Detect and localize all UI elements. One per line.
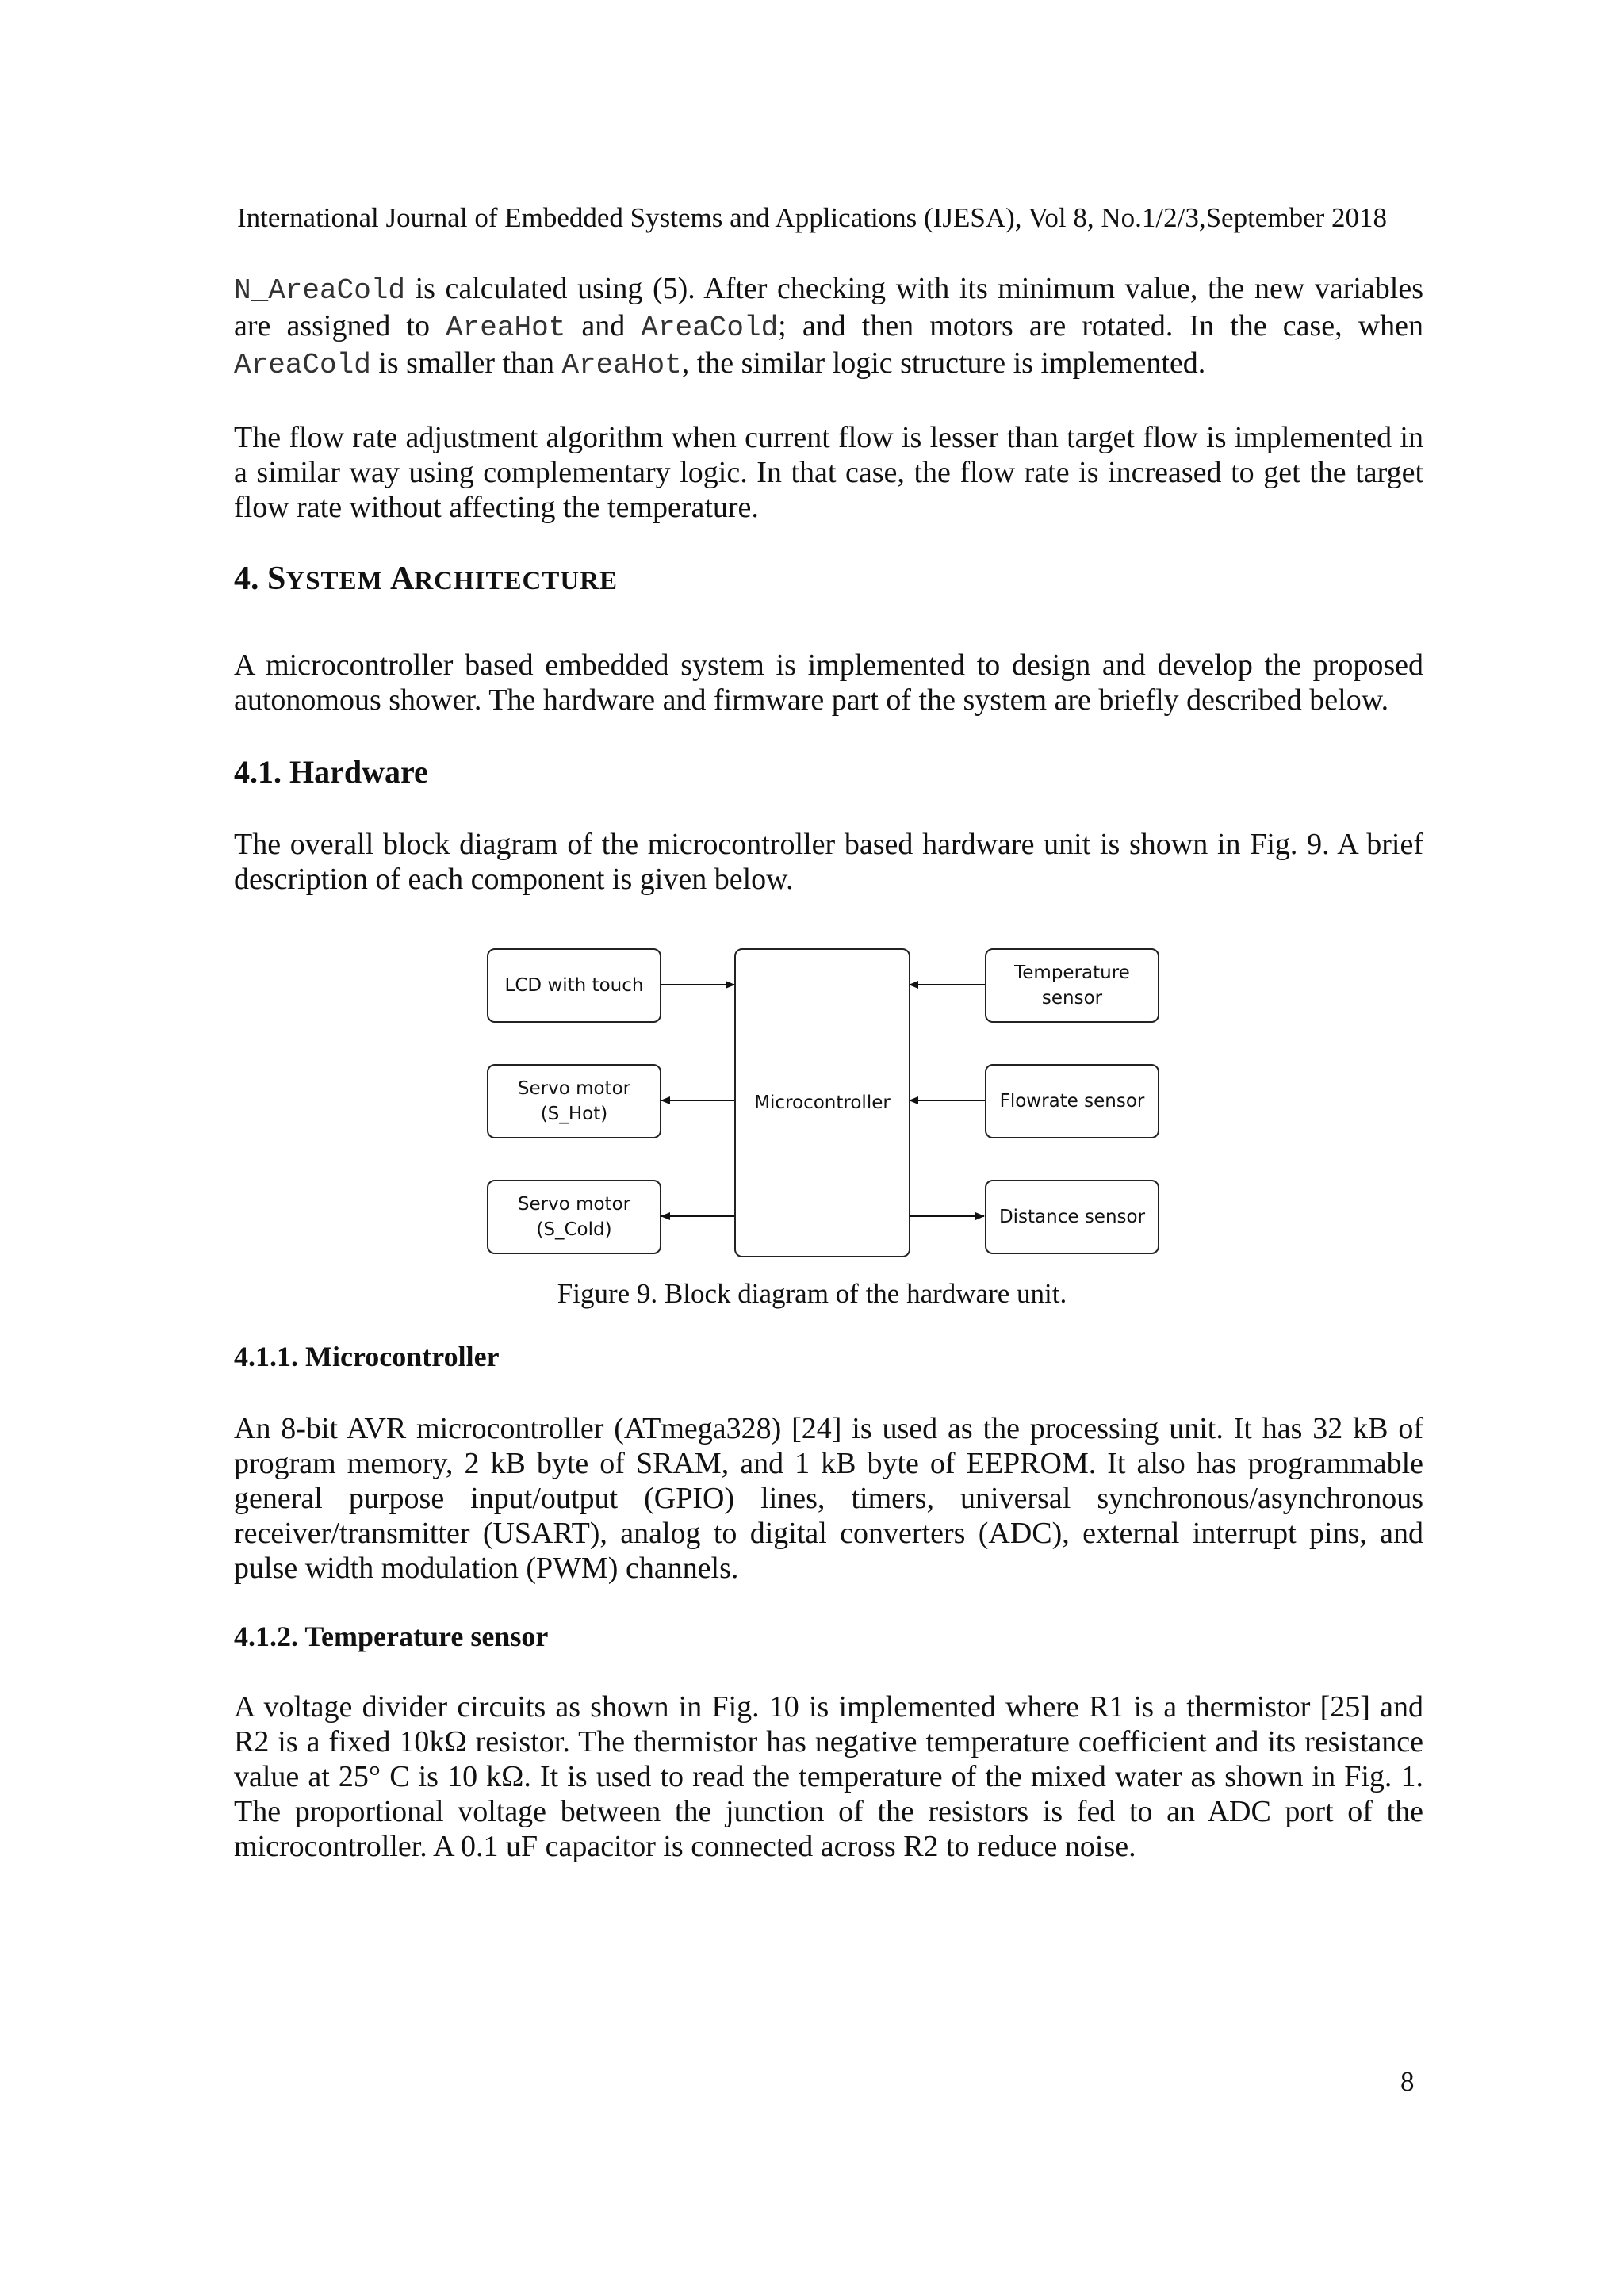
code-area-cold: AreaCold [641, 312, 779, 344]
paragraph-flow-rate: The flow rate adjustment algorithm when current flow is lesser than target flow is implemented in a similar way using complementary logic. In that case, the flow rate is increased to get the target flow rate without affecting the temperature. [234, 421, 1423, 524]
block-temperature-sensor: Temperature sensor [985, 948, 1159, 1023]
code-area-hot: AreaHot [446, 312, 566, 344]
para1-text-2: and [565, 309, 642, 342]
para1-text-5: , the similar logic structure is implemented. [681, 346, 1206, 380]
para1-text-4: is smaller than [370, 346, 562, 380]
section-4-title-ystem: YSTEM [285, 567, 390, 595]
section-4-1-2-heading: 4.1.2. Temperature sensor [234, 1621, 549, 1652]
paragraph-area-assignment [234, 271, 1423, 383]
section-4-title-s: S [267, 561, 286, 597]
section-4-title-rchitecture: RCHITECTURE [414, 567, 619, 595]
paragraph-system-intro: A microcontroller based embedded system is implemented to design and develop the proposed autonomous shower. The hardware and firmware part of the system are briefly described below. [234, 649, 1423, 717]
page-number: 8 [1400, 2066, 1415, 2097]
section-4-number: 4. [234, 561, 267, 597]
code-area-cold-2: AreaCold [234, 349, 371, 381]
block-lcd-touch: LCD with touch [487, 948, 661, 1023]
paragraph-temperature-sensor: A voltage divider circuits as shown in Fig. 10 is implemented where R1 is a thermistor [25] and R2 is a fixed 10kΩ resistor. The thermistor has negative temperature coefficient and its resistance value at 25° C is 10 kΩ. It is used to read the temperature of the mixed water as shown in Fig. 1. The proportional voltage between the junction of the resistors is fed to an ADC port of the microcontroller. A 0.1 uF capacitor is connected across R2 to reduce noise. [234, 1690, 1423, 1863]
section-4-1-heading: 4.1. Hardware [234, 754, 428, 790]
section-4-title-a: A [389, 561, 415, 597]
block-servo-cold: Servo motor (S_Cold) [487, 1180, 661, 1254]
para1-text-1: is calculated using (5). After checking with its minimum value, the new variables are assigned to [234, 272, 1423, 342]
code-area-hot-2: AreaHot [561, 349, 682, 381]
para1-text-3: ; and then motors are rotated. In the case, when [778, 309, 1423, 342]
block-servo-hot: Servo motor (S_Hot) [487, 1064, 661, 1138]
block-microcontroller: Microcontroller [734, 948, 910, 1257]
block-flowrate-sensor: Flowrate sensor [985, 1064, 1159, 1138]
figure-9-caption: Figure 9. Block diagram of the hardware unit. [557, 1278, 1067, 1309]
code-n-area-cold: N_AreaCold [234, 274, 406, 307]
running-head: International Journal of Embedded Systems and Applications (IJESA), Vol 8, No.1/2/3,September 2018 [236, 202, 1388, 233]
section-4-1-1-heading: 4.1.1. Microcontroller [234, 1341, 500, 1372]
block-diagram [485, 948, 1161, 1259]
block-distance-sensor: Distance sensor [985, 1180, 1159, 1254]
section-4-heading [234, 560, 1423, 598]
paragraph-hardware-intro: The overall block diagram of the microcontroller based hardware unit is shown in Fig. 9. A brief description of each component is given below. [234, 828, 1423, 896]
paragraph-microcontroller: An 8-bit AVR microcontroller (ATmega328) [24] is used as the processing unit. It has 32 kB of program memory, 2 kB byte of SRAM, and 1 kB byte of EEPROM. It also has programmable general purpose input/output (GPIO) lines, timers, universal synchronous/asynchronous receiver/transmitter (USART), analog to digital converters (ADC), external interrupt pins, and pulse width modulation (PWM) channels. [234, 1412, 1423, 1585]
